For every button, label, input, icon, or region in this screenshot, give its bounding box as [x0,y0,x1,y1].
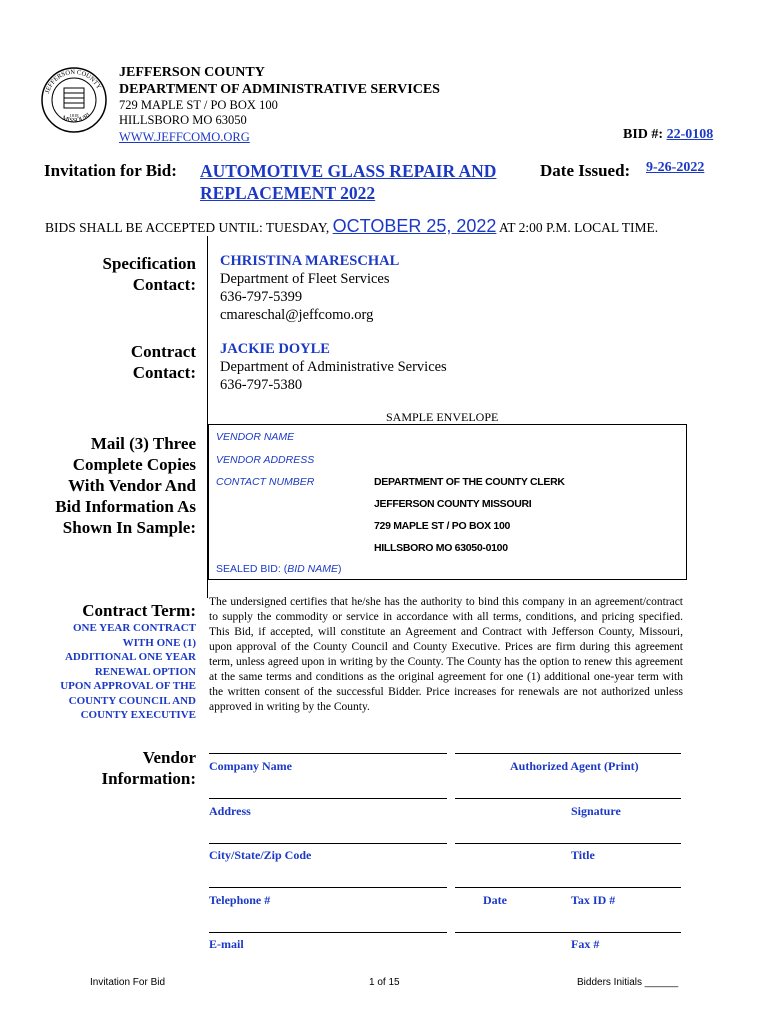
department-name: DEPARTMENT OF ADMINISTRATIVE SERVICES [119,82,440,97]
term-summary-line: COUNTY EXECUTIVE [80,709,196,721]
spec-contact-details [220,252,399,324]
spec-contact-name: CHRISTINA MARESCHAL [220,253,400,269]
title-label: Title [571,848,595,862]
seal-year: 1818 [69,113,79,118]
term-summary-line: WITH ONE (1) [122,636,196,649]
deadline-date: OCTOBER 25, 2022 [332,216,497,236]
env-dest-line-4: HILLSBORO MO 63050-0100 [374,542,508,554]
spec-contact-dept: Department of Fleet Services [220,271,390,287]
date-tax-line[interactable] [455,887,681,888]
vendor-label-1: Vendor [142,748,196,767]
date-issued-value: 9-26-2022 [646,160,705,175]
vendor-label-2: Information: [101,769,196,788]
spec-contact-email: cmareschal@jeffcomo.org [220,307,374,323]
bidders-initials[interactable]: Bidders Initials ______ [577,977,679,988]
env-dest-line-3: 729 MAPLE ST / PO BOX 100 [374,520,511,532]
env-contact-number: CONTACT NUMBER [216,476,315,488]
address-line-2: HILLSBORO MO 63050 [119,113,247,127]
footer-left: Invitation For Bid [90,977,166,988]
sealed-suffix: ) [337,563,342,575]
invitation-title-line-2: REPLACEMENT 2022 [200,183,376,203]
telephone-line[interactable] [209,887,447,888]
fax-line[interactable] [455,932,681,933]
contract-contact-dept: Department of Administrative Services [220,359,447,375]
bid-label: BID #: [623,127,664,142]
signature-label: Signature [571,804,621,818]
date-label: Date [483,893,507,907]
signature-line[interactable] [455,798,681,799]
address-line[interactable] [209,798,447,799]
company-name-label: Company Name [209,759,292,773]
page-number: 1 of 15 [369,977,400,988]
invitation-title-line-1: AUTOMOTIVE GLASS REPAIR AND [200,161,497,181]
contract-contact-label-1: Contract [130,342,196,361]
bid-number-value[interactable]: 22-0108 [666,127,714,142]
mail-line: Bid Information As [55,497,196,516]
email-line[interactable] [209,932,447,933]
telephone-label: Telephone # [209,893,271,907]
seal-top-text: JEFFERSON COUNTY [43,68,103,95]
deadline-prefix: BIDS SHALL BE ACCEPTED UNTIL: TUESDAY, [45,220,333,235]
sample-envelope [208,424,687,580]
seal-bottom-text: MISSOURI [60,111,92,125]
sample-envelope-title: SAMPLE ENVELOPE [386,410,499,424]
county-seal [40,66,108,134]
mail-line: Complete Copies [72,455,196,474]
city-state-zip-line[interactable] [209,843,447,844]
mail-instructions [40,433,196,538]
term-summary-line: ONE YEAR CONTRACT [72,622,196,634]
contract-contact-label [60,341,196,383]
spec-contact-phone: 636-797-5399 [220,289,303,305]
env-sealed-bid [216,563,341,575]
contract-term-label: Contract Term: [82,601,196,620]
mail-line: Shown In Sample: [62,518,196,537]
contract-contact-details [220,340,447,394]
company-name-line[interactable] [209,753,447,754]
sealed-prefix: SEALED BID: ( [216,563,288,575]
env-vendor-address: VENDOR ADDRESS [216,454,315,466]
fax-label: Fax # [571,937,600,951]
mail-line: Mail (3) Three [90,434,196,453]
invitation-label: Invitation for Bid: [44,161,177,180]
vendor-info-label [60,747,196,789]
term-summary-line: ADDITIONAL ONE YEAR [64,651,196,663]
website-link[interactable]: WWW.JEFFCOMO.ORG [119,130,250,144]
address-label: Address [209,804,251,818]
contract-contact-phone: 636-797-5380 [220,377,303,393]
env-dest-line-1: DEPARTMENT OF THE COUNTY CLERK [374,476,565,488]
bid-number [623,127,713,143]
term-summary-line: RENEWAL OPTION [94,665,196,678]
deadline-suffix: AT 2:00 P.M. LOCAL TIME. [496,220,659,235]
term-summary-line: COUNTY COUNCIL AND [68,694,196,707]
contract-contact-name: JACKIE DOYLE [220,341,330,357]
bid-deadline [45,216,658,237]
term-summary-line: UPON APPROVAL OF THE [60,680,196,692]
city-state-zip-label: City/State/Zip Code [209,848,312,862]
authorized-agent-line[interactable] [455,753,681,754]
title-line[interactable] [455,843,681,844]
mail-line: With Vendor And [68,476,196,495]
address-line-1: 729 MAPLE ST / PO BOX 100 [119,98,278,112]
sealed-bid-name: BID NAME [287,563,338,575]
tax-id-label: Tax ID # [571,893,616,907]
county-name: JEFFERSON COUNTY [119,65,265,80]
env-dest-line-2: JEFFERSON COUNTY MISSOURI [374,498,532,510]
env-vendor-name: VENDOR NAME [216,431,295,443]
spec-contact-label-2: Contact: [132,275,196,294]
contract-term-summary [44,621,196,723]
spec-contact-label [60,253,196,295]
letterhead [119,64,440,146]
email-label: E-mail [209,937,244,951]
contract-term-text: The undersigned certifies that he/she has the authority to bind this company in an agreement/contract to supply the commodity or service in accordance with all terms, conditions, and pricing specified. This Bid, if accepted, will constitute an Agreement and Contract with Jefferson County, Missouri, upon approval of the County Council and County Executive. Prices are firm during this agreement term, unless agreed upon in writing by the County. The County has the option to renew this agreement at the same terms and conditions as the original agreement for one (1) additional one-year term with the written consent of the successful Bidder. Price increases for renewals are not authorized unless approved in writing by the County. [209,596,683,713]
contract-contact-label-2: Contact: [132,363,196,382]
date-issued-label: Date Issued: [540,161,631,180]
authorized-agent-label: Authorized Agent (Print) [510,759,639,773]
spec-contact-label-1: Specification [102,254,196,273]
invitation-title [200,160,520,204]
